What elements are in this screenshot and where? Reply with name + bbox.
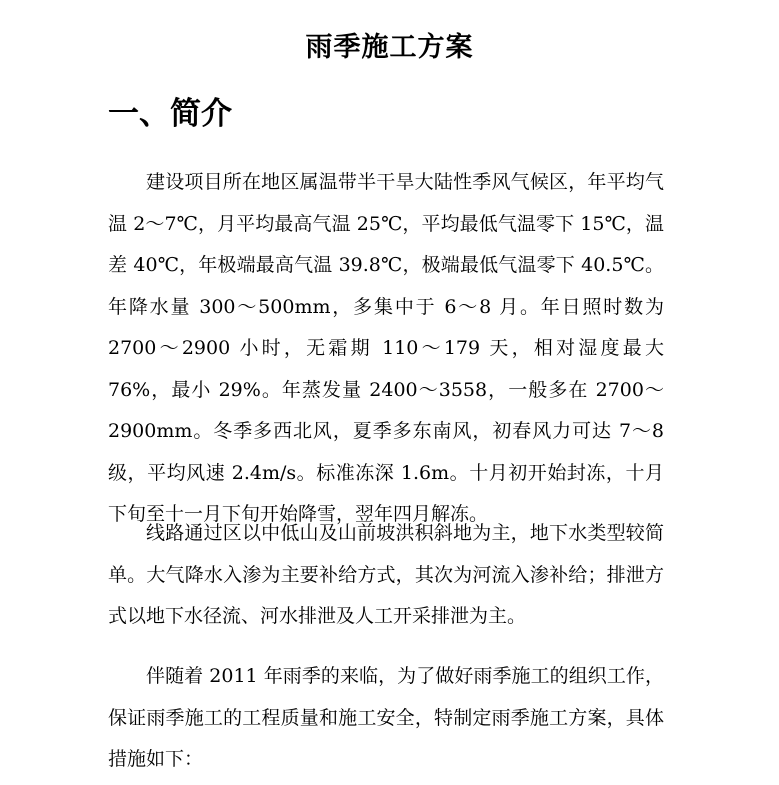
document-title: 雨季施工方案 xyxy=(305,32,474,63)
paragraph-purpose: 伴随着 2011 年雨季的来临，为了做好雨季施工的组织工作，保证雨季施工的工程质量和施工安全，特制定雨季施工方案，具体措施如下： xyxy=(108,665,664,770)
paragraph-climate: 建设项目所在地区属温带半干旱大陆性季风气候区，年平均气温 2～7℃，月平均最高气温 25℃，平均最低气温零下 15℃，温差 40℃，年极端最高气温 39.8℃，极端最低气温零下 40.5℃。年降水量 300～500mm，多集中于 6～8 月。年日照时数为 2700～2900 小时，无霜期 110～179 天，相对湿度最大 76%，最小 29%。年蒸发量 2400～3558，一般多在 2700～2900mm。冬季多西北风，夏季多东南风，初春风力可达 7～8 级，平均风速 2.4m/s。标准冻深 1.6m。十月初开始封冻，十月下旬至十一月下旬开始降雪，翌年四月解冻。 xyxy=(108,171,664,525)
section-heading-introduction: 一、简介 xyxy=(108,96,232,132)
paragraph-hydrogeology: 线路通过区以中低山及山前坡洪积斜地为主，地下水类型较简单。大气降水入渗为主要补给方式，其次为河流入渗补给；排泄方式以地下水径流、河水排泄及人工开采排泄为主。 xyxy=(108,522,664,627)
